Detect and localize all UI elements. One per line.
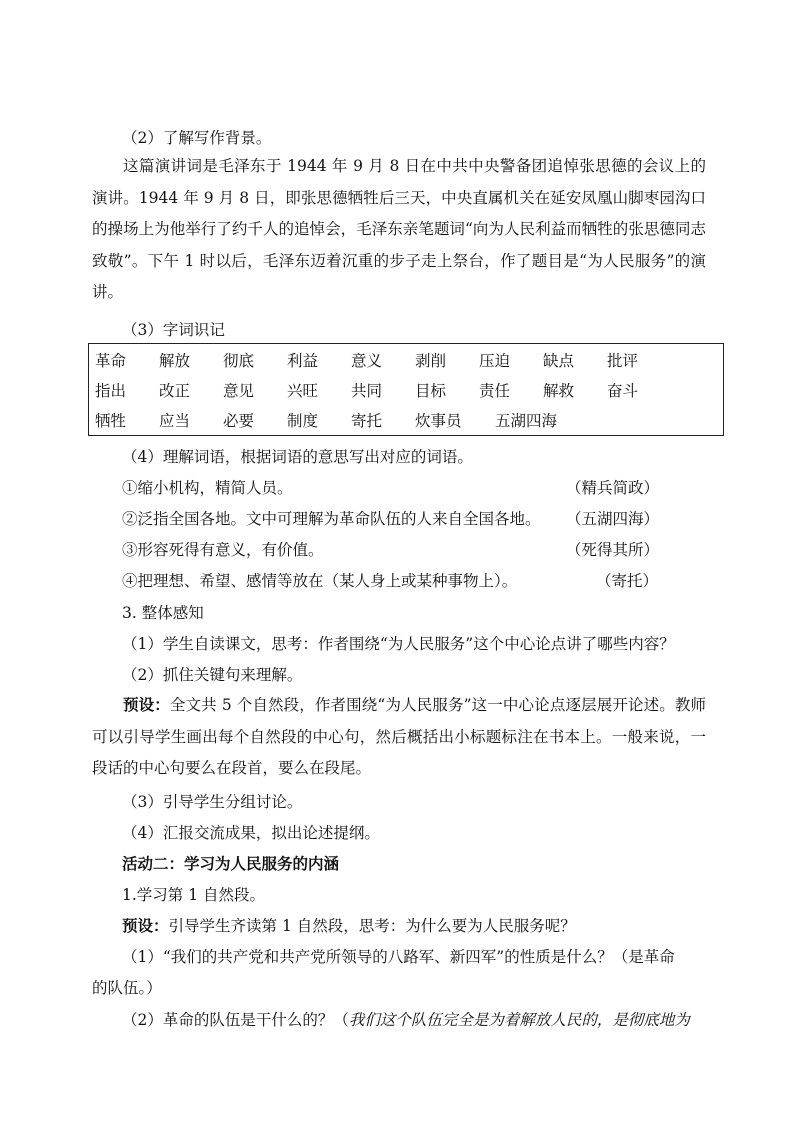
activity2-question-1: （1）“我们的共产党和共产党所领导的八路军、新四军”的性质是什么？（是革命 (122, 948, 675, 966)
vocab-word: 制度 (287, 412, 319, 430)
vocab-word: 压迫 (479, 352, 511, 370)
preset-label: 预设： (122, 916, 169, 935)
vocab-word: 彻底 (223, 352, 255, 370)
vocab-word: 解救 (543, 382, 575, 400)
section-4-heading: （4）理解词语，根据词语的意思写出对应的词语。 (122, 448, 473, 466)
vocab-word: 剥削 (415, 352, 447, 370)
preset-text: 引导学生齐读第 1 自然段，思考：为什么要为人民服务呢？ (168, 917, 576, 935)
vocab-word: 解放 (159, 352, 191, 370)
definition-item: ①缩小机构，精简人员。 (122, 479, 293, 497)
vocab-word: 奋斗 (607, 382, 639, 400)
activity2-sub1: 1.学习第 1 自然段。 (122, 886, 266, 904)
definition-item: ④把理想、希望、感情等放在（某人身上或某种事物上）。 (122, 572, 518, 590)
overall-question-4: （4）汇报交流成果，拟出论述提纲。 (122, 824, 380, 842)
definition-answer: （精兵简政） (566, 479, 660, 497)
overall-heading: 3. 整体感知 (122, 604, 204, 622)
vocab-word: 牺牲 (95, 412, 127, 430)
definition-answer: （死得其所） (566, 541, 660, 559)
vocab-word: 炊事员 (415, 412, 462, 430)
question-2-text: （2）革命的队伍是干什么的？（ (122, 1011, 349, 1029)
overall-preset-paragraph (92, 689, 706, 785)
vocab-word: 意见 (223, 382, 255, 400)
definition-answer: （五湖四海） (566, 510, 660, 528)
activity2-preset (122, 916, 576, 936)
activity2-heading: 活动二：学习为人民服务的内涵 (122, 854, 340, 873)
vocabulary-table (88, 343, 724, 436)
definition-item: ③形容死得有意义，有价值。 (122, 541, 324, 559)
vocab-word: 缺点 (543, 352, 575, 370)
section-2-heading: （2）了解写作背景。 (122, 129, 272, 147)
vocab-word: 应当 (159, 412, 191, 430)
background-paragraph: 这篇演讲词是毛泽东于 1944 年 9 月 8 日在中共中央警备团追悼张思德的会议上的演讲。1944 年 9 月 8 日，即张思德牺牲后三天，中央直属机关在延安凤凰山脚枣园沟口的操场上为他举行了约千人的追悼会，毛泽东亲笔题词“向为人民利益而牺牲的张思德同志致敬”。下午 1 时以后，毛泽东迈着沉重的步子走上祭台，作了题目是“为人民服务”的演讲。 (92, 157, 706, 301)
vocab-word: 五湖四海 (495, 412, 558, 430)
vocab-word: 革命 (95, 352, 127, 370)
vocab-word: 目标 (415, 382, 447, 400)
vocab-word: 批评 (607, 352, 639, 370)
vocab-word: 利益 (287, 352, 319, 370)
vocab-word: 责任 (479, 382, 511, 400)
vocab-word: 必要 (223, 412, 255, 430)
vocab-word: 寄托 (351, 412, 383, 430)
vocab-word: 共同 (351, 382, 383, 400)
section-3-heading: （3）字词识记 (122, 321, 225, 339)
vocab-word: 指出 (95, 382, 127, 400)
preset-label: 预设： (123, 695, 170, 714)
vocab-word: 意义 (351, 352, 383, 370)
vocab-word: 改正 (159, 382, 191, 400)
activity2-question-2 (122, 1010, 690, 1030)
question-2-answer: 我们这个队伍完全是为着解放人民的，是彻底地为 (348, 1011, 690, 1029)
vocab-word: 兴旺 (287, 382, 319, 400)
activity2-question-1-cont: 的队伍。） (92, 979, 162, 997)
definition-answer: （寄托） (596, 572, 659, 590)
overall-question-3: （3）引导学生分组讨论。 (122, 793, 303, 811)
overall-question-2: （2）抓住关键句来理解。 (122, 666, 303, 684)
preset-text: 全文共 5 个自然段，作者围绕“为人民服务”这一中心论点逐层展开论述。教师可以引导学生画出每个自然段的中心句，然后概括出小标题标注在书本上。一般来说，一段话的中心句要么在段首，要么在段尾。 (92, 696, 706, 777)
overall-question-1: （1）学生自读课文，思考：作者围绕“为人民服务”这个中心论点讲了哪些内容？ (122, 635, 675, 653)
definition-item: ②泛指全国各地。文中可理解为革命队伍的人来自全国各地。 (122, 510, 541, 528)
